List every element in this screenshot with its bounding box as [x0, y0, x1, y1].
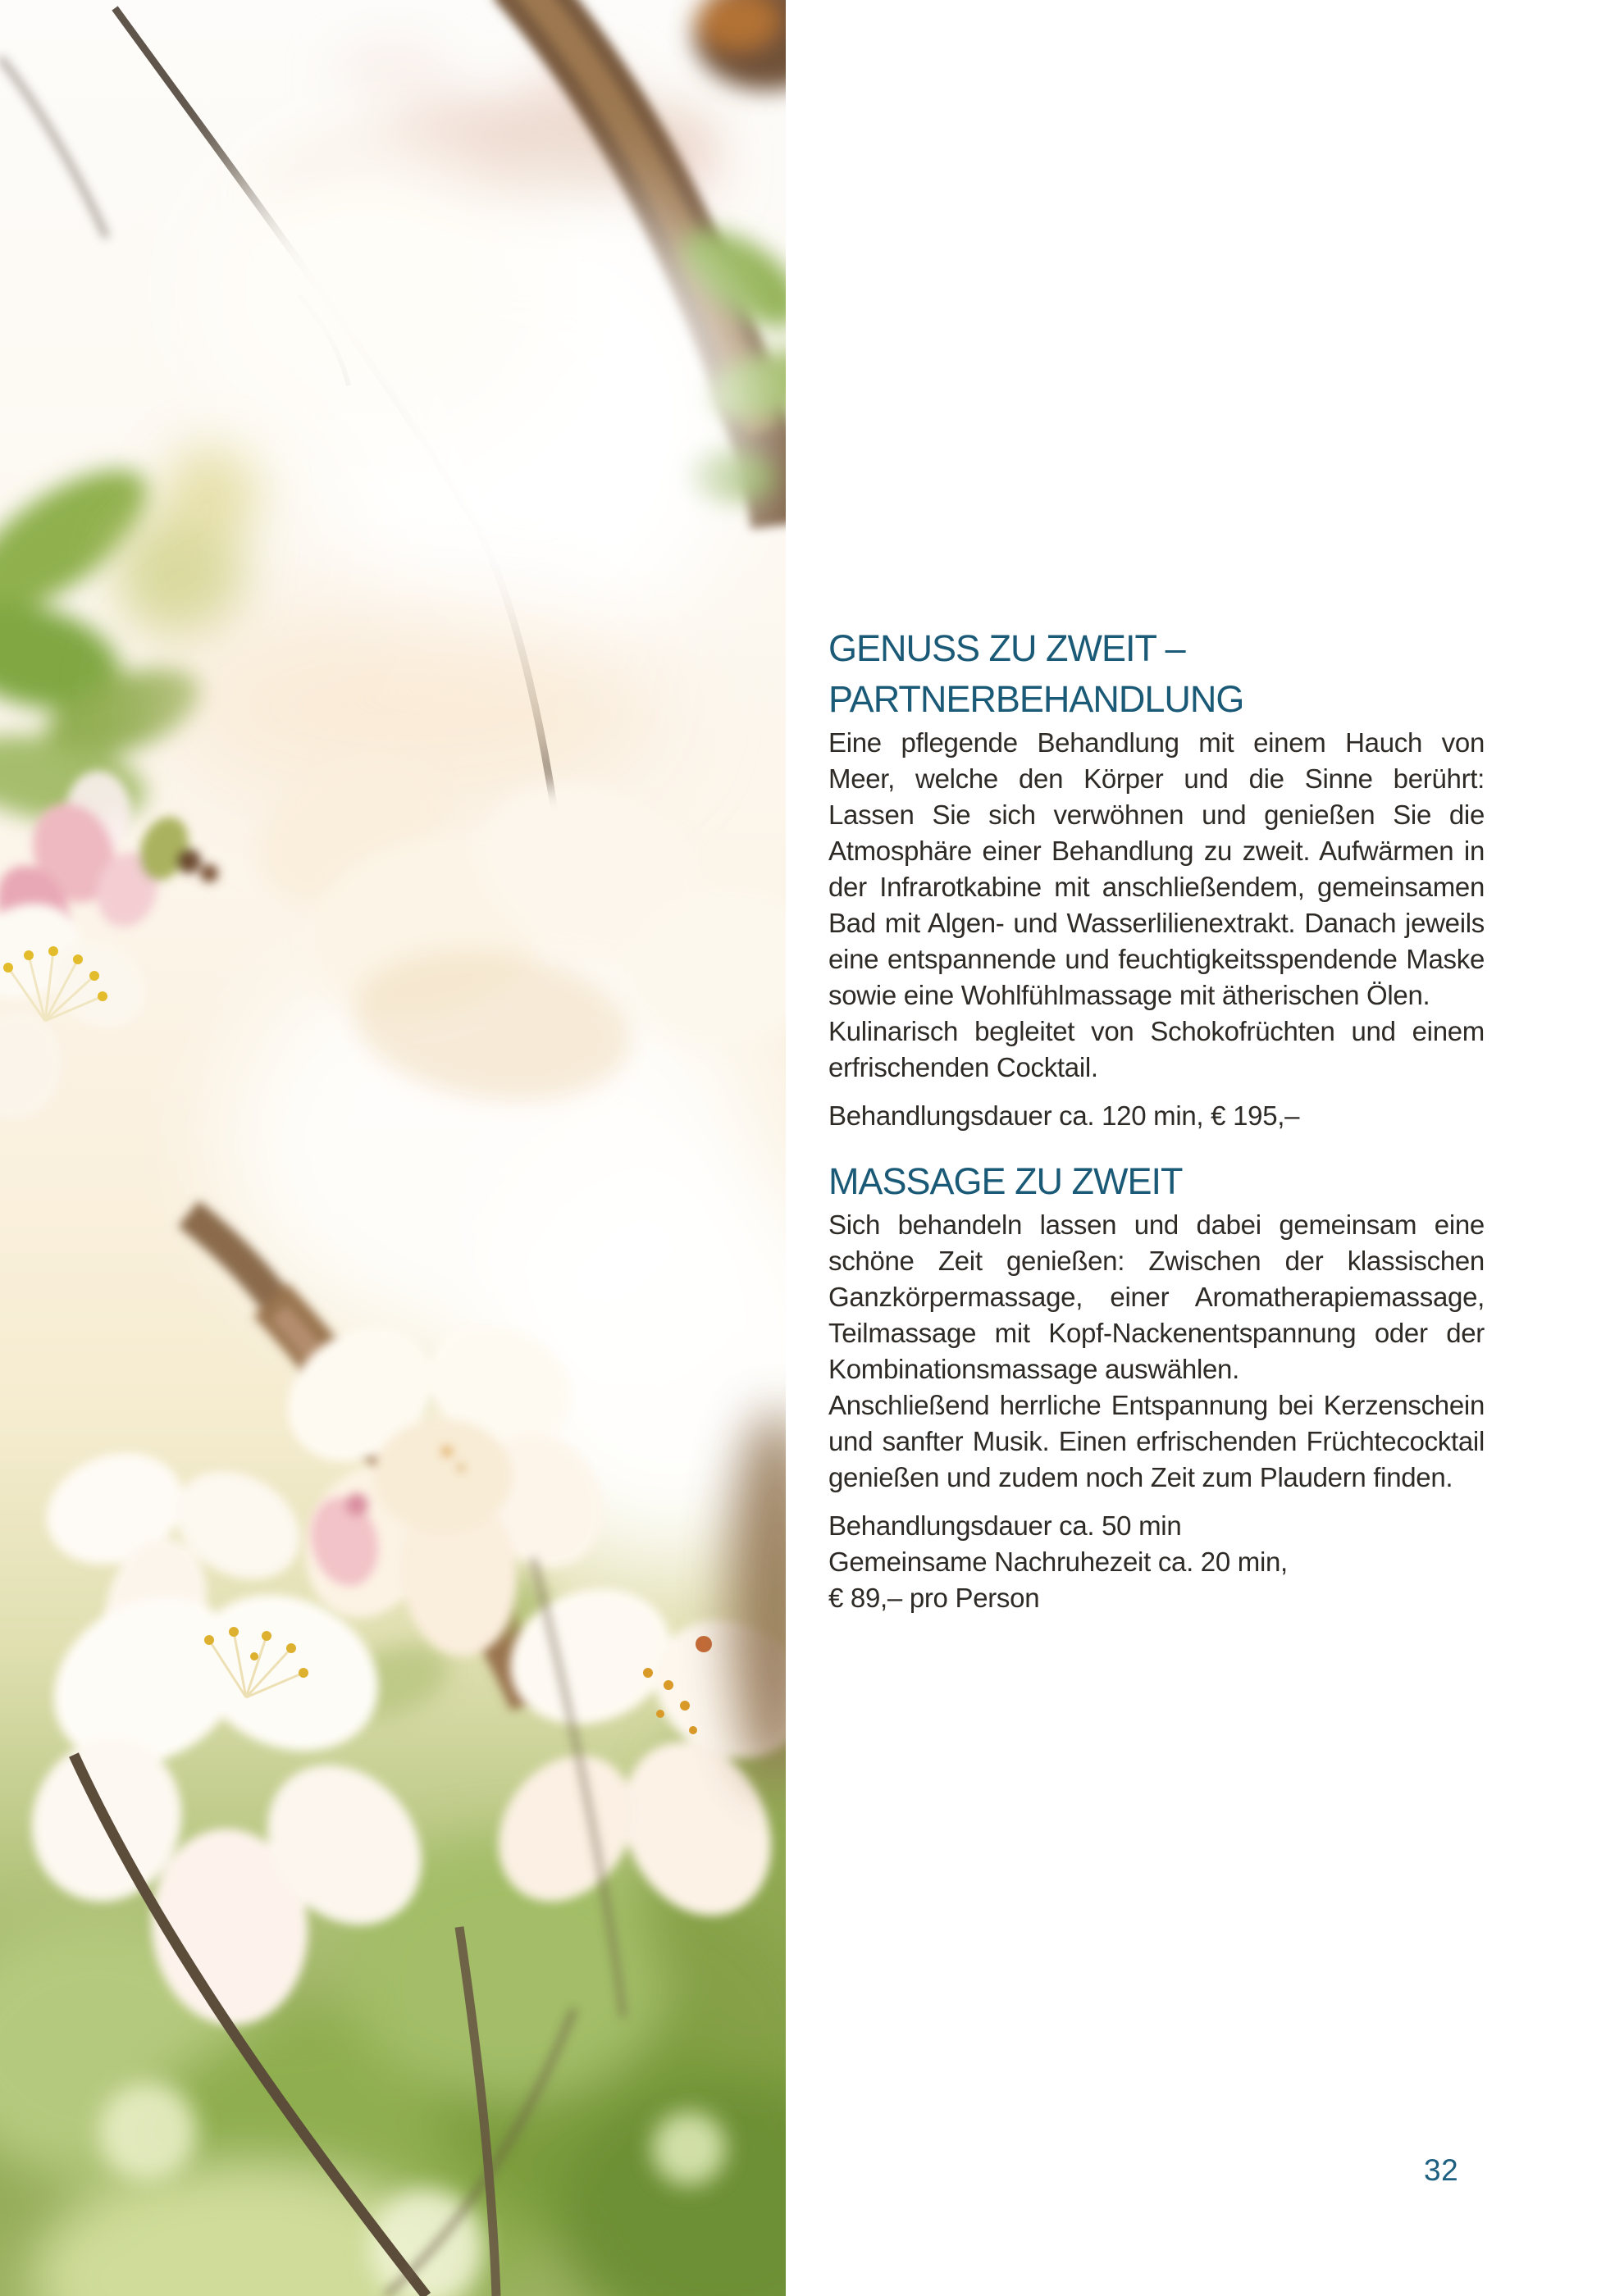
heading-line-1: GENUSS ZU ZWEIT – [828, 627, 1185, 669]
heading-line-2: PARTNERBEHANDLUNG [828, 678, 1244, 720]
massage-price-line: € 89,– pro Person [828, 1583, 1040, 1613]
blossom-photo [0, 0, 786, 2296]
massage-rest-time-line: Gemeinsame Nachruhezeit ca. 20 min, [828, 1547, 1288, 1577]
section-partnerbehandlung [828, 623, 1485, 1134]
partnerbehandlung-duration-price: Behandlungsdauer ca. 120 min, € 195,– [828, 1100, 1300, 1131]
partnerbehandlung-description: Eine pflegende Behandlung mit einem Hauch von Meer, welche den Körper und die Sinne berührt: Lassen Sie sich verwöhnen und genießen Sie die Atmosphäre einer Behandlung zu zweit. Aufwärmen in der Infrarotkabine mit anschließendem, gemeinsamen Bad mit Algen- und Wasserlilienextrakt. Danach jeweils eine entspannende und feuchtigkeitsspendende Maske sowie eine Wohlfühlmassage mit ätherischen Ölen. [828, 727, 1485, 1010]
massage-relaxation-note: Anschließend herrliche Entspannung bei Kerzenschein und sanfter Musik. Einen erfrischenden Früchtecocktail genießen und zudem noch Zeit zum Plaudern finden. [828, 1390, 1485, 1492]
content-column [828, 623, 1485, 1616]
section-heading-massage: MASSAGE ZU ZWEIT [828, 1160, 1183, 1202]
partnerbehandlung-culinary-note: Kulinarisch begleitet von Schokofrüchten und einem erfrischenden Cocktail. [828, 1016, 1485, 1082]
massage-description: Sich behandeln lassen und dabei gemeinsam eine schöne Zeit genießen: Zwischen der klassischen Ganzkörpermassage, einer Aromatherapiemassage, Teilmassage mit Kopf-Nackenentspannung oder der Kombinationsmassage auswählen. [828, 1210, 1485, 1384]
section-massage-zu-zweit [828, 1156, 1485, 1616]
massage-duration-line: Behandlungsdauer ca. 50 min [828, 1510, 1182, 1541]
massage-duration-price [828, 1508, 1485, 1616]
section-heading-partnerbehandlung [828, 623, 1485, 725]
page-number: 32 [1424, 2153, 1459, 2187]
